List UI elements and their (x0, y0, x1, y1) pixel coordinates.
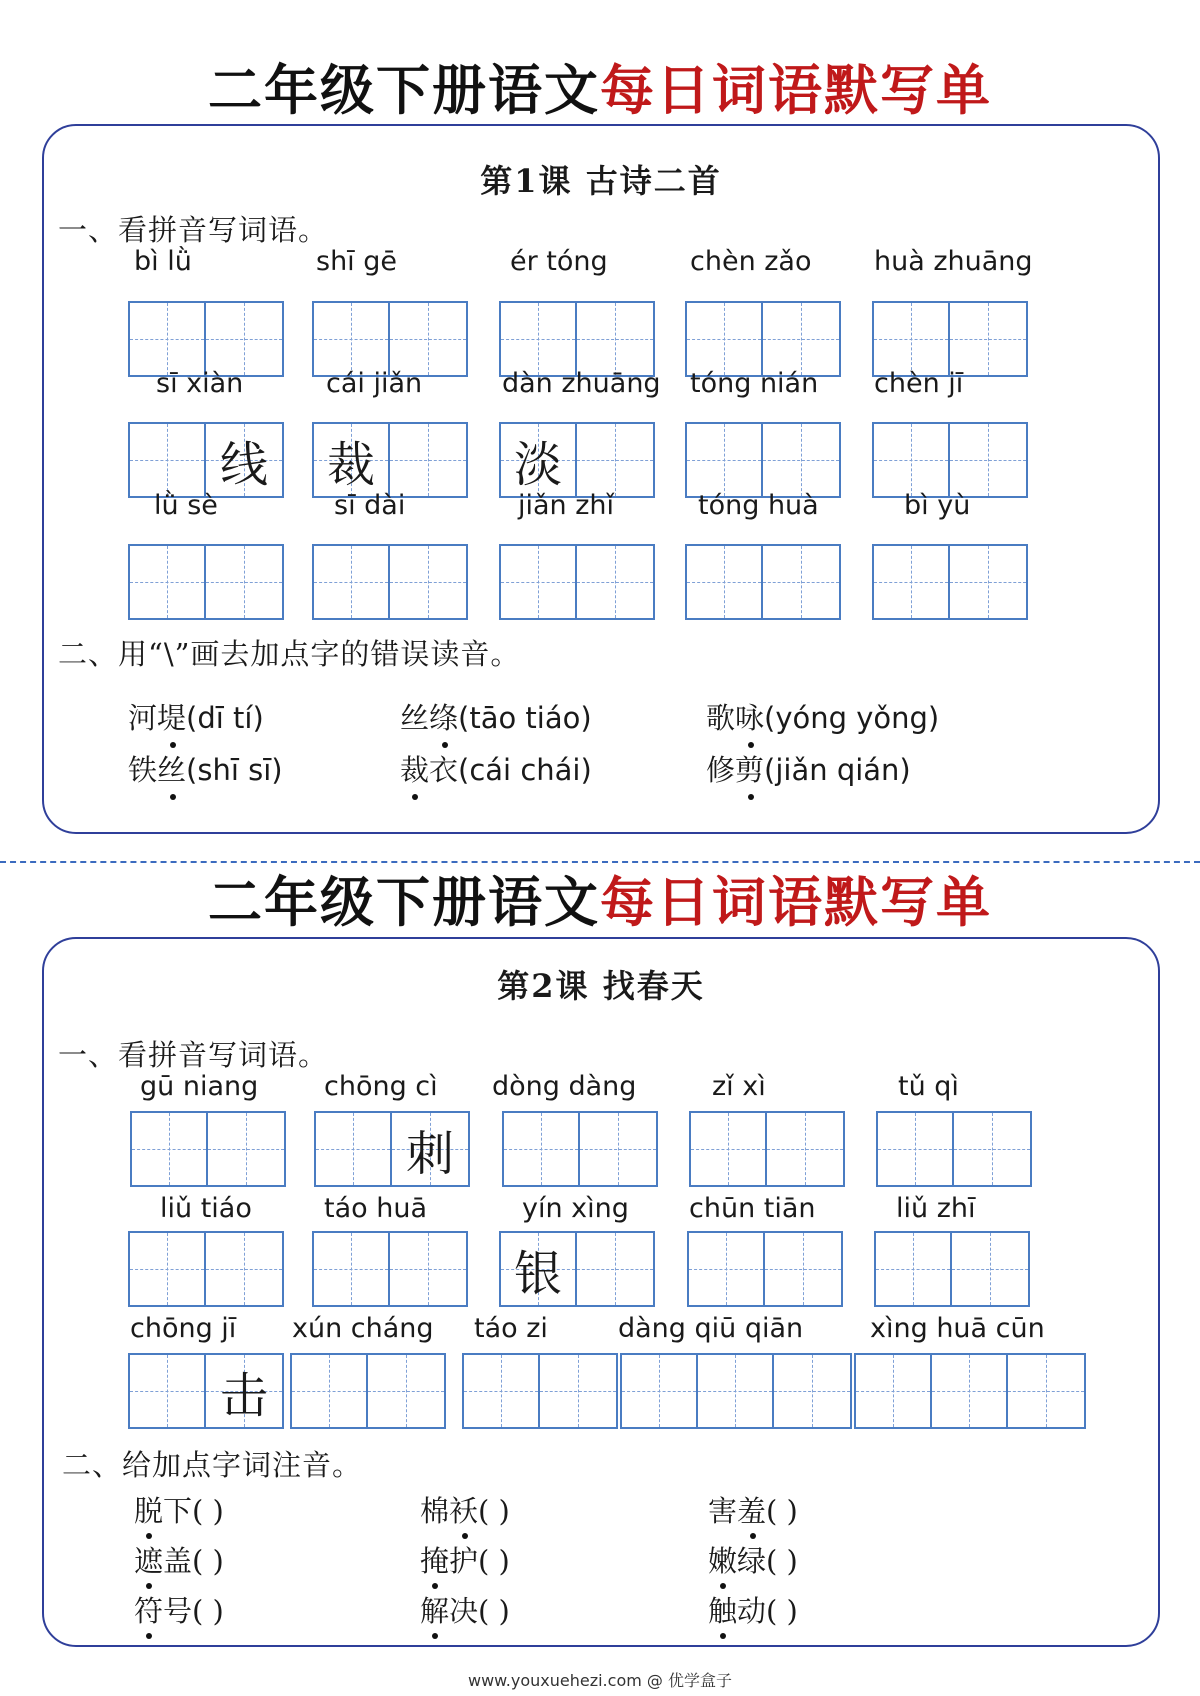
reading-question (400, 748, 592, 789)
reading-question (400, 696, 592, 737)
writing-grid[interactable] (876, 1111, 1032, 1187)
writing-cell[interactable] (763, 546, 839, 618)
writing-grid[interactable] (499, 422, 655, 498)
emphasis-dot (748, 794, 754, 800)
writing-cell[interactable] (1008, 1355, 1084, 1427)
pinyin-label: shī gē (316, 246, 398, 277)
writing-cell[interactable] (580, 1113, 656, 1185)
writing-cell[interactable] (577, 1233, 653, 1305)
given-character (130, 424, 204, 496)
reading-question (706, 748, 911, 789)
question-word: 棉袄 (420, 1494, 479, 1528)
writing-cell[interactable] (763, 303, 839, 375)
pinyin-label: liǔ zhī (896, 1193, 976, 1224)
given-character: 淡 (513, 436, 562, 493)
writing-cell[interactable] (876, 1233, 952, 1305)
annotation-question (134, 1539, 224, 1580)
worksheet-title-2 (0, 860, 1200, 937)
answer-blank[interactable]: ( ) (766, 1544, 798, 1578)
emphasis-dot (432, 1633, 438, 1639)
writing-cell[interactable] (689, 1233, 765, 1305)
writing-cell[interactable] (540, 1355, 616, 1427)
pinyin-label: bì lǜ (134, 246, 192, 277)
emphasis-dot (412, 794, 418, 800)
writing-cell[interactable] (206, 1355, 282, 1427)
pinyin-label: dàn zhuāng (502, 368, 661, 399)
writing-cell[interactable] (691, 1113, 767, 1185)
writing-cell[interactable] (392, 1113, 468, 1185)
question-word: 歌咏 (706, 701, 765, 735)
writing-cell[interactable] (390, 424, 466, 496)
lesson-2-section-1-title: 一、看拼音写词语。 (58, 1038, 329, 1072)
writing-cell[interactable] (954, 1113, 1030, 1185)
writing-cell[interactable] (130, 303, 206, 375)
annotation-question (420, 1539, 510, 1580)
lesson-1-panel (42, 124, 1160, 834)
writing-cell[interactable] (501, 1233, 577, 1305)
writing-cell[interactable] (206, 1233, 282, 1305)
pinyin-label: lǜ sè (154, 490, 218, 521)
question-options[interactable]: (shī sī) (186, 753, 283, 787)
writing-cell[interactable] (130, 1233, 206, 1305)
writing-grid[interactable] (685, 544, 841, 620)
question-word: 河堤 (128, 701, 187, 735)
writing-cell[interactable] (314, 424, 390, 496)
writing-grid[interactable] (290, 1353, 446, 1429)
question-word: 修剪 (706, 753, 765, 787)
pinyin-label: chèn zǎo (690, 246, 812, 277)
pinyin-label: ér tóng (510, 246, 608, 277)
lesson-2-panel (42, 937, 1160, 1647)
question-options[interactable]: (jiǎn qián) (764, 753, 911, 787)
given-character (577, 424, 653, 496)
writing-cell[interactable] (132, 1113, 208, 1185)
writing-grid[interactable] (312, 1231, 468, 1307)
writing-cell[interactable] (390, 546, 466, 618)
title-black-part: 二年级下册语文 (208, 870, 600, 934)
title-black-part: 二年级下册语文 (208, 58, 600, 122)
writing-grid[interactable] (872, 544, 1028, 620)
annotation-question (420, 1589, 510, 1630)
pinyin-label: chōng jī (130, 1313, 237, 1344)
writing-cell[interactable] (501, 424, 577, 496)
writing-cell[interactable] (932, 1355, 1008, 1427)
pinyin-label: jiǎn zhǐ (518, 490, 615, 521)
writing-cell[interactable] (687, 303, 763, 375)
question-word: 遮盖 (134, 1544, 193, 1578)
writing-cell[interactable] (874, 424, 950, 496)
pinyin-label: yín xìng (522, 1193, 629, 1224)
question-word: 符号 (134, 1594, 193, 1628)
annotation-question (134, 1589, 224, 1630)
writing-grid[interactable] (689, 1111, 845, 1187)
writing-cell[interactable] (368, 1355, 444, 1427)
writing-cell[interactable] (206, 546, 282, 618)
question-word: 脱下 (134, 1494, 193, 1528)
writing-grid[interactable] (312, 301, 468, 377)
given-character: 银 (513, 1245, 562, 1302)
writing-cell[interactable] (950, 303, 1026, 375)
question-word: 裁衣 (400, 753, 459, 787)
pinyin-label: cái jiǎn (326, 368, 423, 399)
pinyin-label: gū niang (140, 1071, 259, 1102)
writing-cell[interactable] (622, 1355, 698, 1427)
writing-cell[interactable] (206, 303, 282, 375)
writing-cell[interactable] (698, 1355, 774, 1427)
answer-blank[interactable]: ( ) (766, 1594, 798, 1628)
writing-cell[interactable] (292, 1355, 368, 1427)
question-word: 触动 (708, 1594, 767, 1628)
given-character (130, 1355, 204, 1427)
pinyin-label: huà zhuāng (874, 246, 1033, 277)
lesson-1-section-1-title: 一、看拼音写词语。 (58, 213, 329, 247)
writing-grid[interactable] (872, 301, 1028, 377)
pinyin-label: sī xiàn (156, 368, 244, 399)
writing-grid[interactable] (499, 1231, 655, 1307)
answer-blank[interactable]: ( ) (192, 1594, 224, 1628)
pinyin-label: chōng cì (324, 1071, 438, 1102)
writing-cell[interactable] (314, 303, 390, 375)
writing-cell[interactable] (767, 1113, 843, 1185)
writing-cell[interactable] (687, 424, 763, 496)
given-character (316, 1113, 390, 1185)
pinyin-label: xún cháng (292, 1313, 434, 1344)
title-red-part: 每日词语默写单 (600, 58, 992, 122)
writing-grid[interactable] (128, 1353, 284, 1429)
writing-grid[interactable] (854, 1353, 1086, 1429)
writing-cell[interactable] (763, 424, 839, 496)
answer-blank[interactable]: ( ) (192, 1494, 224, 1528)
writing-cell[interactable] (501, 303, 577, 375)
annotation-question (420, 1489, 510, 1530)
writing-cell[interactable] (774, 1355, 850, 1427)
given-character: 击 (219, 1367, 268, 1424)
pinyin-label: zǐ xì (712, 1071, 766, 1102)
writing-grid[interactable] (499, 301, 655, 377)
question-word: 掩护 (420, 1544, 479, 1578)
lesson-1-heading: 第1课 古诗二首 (480, 162, 722, 200)
footer-watermark: www.youxuehezi.com @ 优学盒子 (468, 1671, 732, 1690)
writing-grid[interactable] (128, 544, 284, 620)
writing-grid[interactable] (685, 301, 841, 377)
pinyin-label: liǔ tiáo (160, 1193, 252, 1224)
writing-cell[interactable] (952, 1233, 1028, 1305)
answer-blank[interactable]: ( ) (192, 1544, 224, 1578)
reading-question (706, 696, 939, 737)
writing-cell[interactable] (314, 546, 390, 618)
writing-grid[interactable] (312, 544, 468, 620)
writing-cell[interactable] (130, 546, 206, 618)
pinyin-label: xìng huā cūn (870, 1313, 1045, 1344)
given-character: 裁 (326, 436, 375, 493)
writing-grid[interactable] (128, 422, 284, 498)
writing-cell[interactable] (390, 1233, 466, 1305)
writing-cell[interactable] (390, 303, 466, 375)
writing-cell[interactable] (130, 1355, 206, 1427)
writing-grid[interactable] (128, 301, 284, 377)
writing-cell[interactable] (687, 546, 763, 618)
writing-grid[interactable] (499, 544, 655, 620)
writing-grid[interactable] (130, 1111, 286, 1187)
lesson-2-heading: 第2课 找春天 (497, 967, 705, 1005)
writing-cell[interactable] (878, 1113, 954, 1185)
question-options[interactable]: (tāo tiáo) (458, 701, 592, 735)
writing-grid[interactable] (312, 422, 468, 498)
emphasis-dot (170, 794, 176, 800)
given-character (390, 424, 466, 496)
emphasis-dot (720, 1633, 726, 1639)
pinyin-label: tǔ qì (898, 1071, 959, 1102)
writing-grid[interactable] (502, 1111, 658, 1187)
lesson-1-section-2-title: 二、用“\”画去加点字的错误读音。 (58, 637, 521, 671)
writing-grid[interactable] (620, 1353, 852, 1429)
pinyin-label: dòng dàng (492, 1071, 637, 1102)
writing-cell[interactable] (950, 546, 1026, 618)
answer-blank[interactable]: ( ) (478, 1544, 510, 1578)
writing-cell[interactable] (577, 303, 653, 375)
title-red-part: 每日词语默写单 (600, 870, 992, 934)
writing-grid[interactable] (872, 422, 1028, 498)
pinyin-label: dàng qiū qiān (618, 1313, 804, 1344)
lesson-2-section-2-title: 二、给加点字词注音。 (62, 1448, 363, 1482)
pinyin-label: táo zi (474, 1313, 548, 1344)
answer-blank[interactable]: ( ) (766, 1494, 798, 1528)
writing-cell[interactable] (577, 424, 653, 496)
writing-cell[interactable] (464, 1355, 540, 1427)
given-character: 线 (219, 436, 268, 493)
answer-blank[interactable]: ( ) (478, 1494, 510, 1528)
pinyin-label: táo huā (324, 1193, 428, 1224)
annotation-question (708, 1539, 798, 1580)
writing-grid[interactable] (462, 1353, 618, 1429)
question-word: 嫩绿 (708, 1544, 767, 1578)
question-options[interactable]: (dī tí) (186, 701, 264, 735)
writing-grid[interactable] (128, 1231, 284, 1307)
writing-cell[interactable] (501, 546, 577, 618)
writing-cell[interactable] (856, 1355, 932, 1427)
pinyin-label: tóng nián (690, 368, 819, 399)
pinyin-label: chūn tiān (689, 1193, 816, 1224)
writing-cell[interactable] (316, 1113, 392, 1185)
writing-cell[interactable] (208, 1113, 284, 1185)
writing-cell[interactable] (577, 546, 653, 618)
annotation-question (708, 1589, 798, 1630)
writing-grid[interactable] (874, 1231, 1030, 1307)
question-options[interactable]: (cái chái) (458, 753, 592, 787)
pinyin-label: sī dài (334, 490, 406, 521)
emphasis-dot (146, 1633, 152, 1639)
writing-cell[interactable] (130, 424, 206, 496)
writing-grid[interactable] (685, 422, 841, 498)
writing-cell[interactable] (874, 303, 950, 375)
writing-cell[interactable] (504, 1113, 580, 1185)
writing-cell[interactable] (206, 424, 282, 496)
pinyin-label: chèn jī (874, 368, 964, 399)
worksheet-title-1 (0, 48, 1200, 125)
reading-question (128, 696, 264, 737)
pinyin-label: tóng huà (698, 490, 819, 521)
question-word: 铁丝 (128, 753, 187, 787)
pinyin-label: bì yù (904, 490, 971, 521)
question-word: 解决 (420, 1594, 479, 1628)
given-character (577, 1233, 653, 1305)
annotation-question (708, 1489, 798, 1530)
question-options[interactable]: (yóng yǒng) (764, 701, 940, 735)
writing-grid[interactable] (687, 1231, 843, 1307)
answer-blank[interactable]: ( ) (478, 1594, 510, 1628)
annotation-question (134, 1489, 224, 1530)
writing-cell[interactable] (314, 1233, 390, 1305)
writing-cell[interactable] (765, 1233, 841, 1305)
writing-grid[interactable] (314, 1111, 470, 1187)
question-word: 害羞 (708, 1494, 767, 1528)
writing-cell[interactable] (874, 546, 950, 618)
given-character: 刺 (405, 1125, 454, 1182)
question-word: 丝绦 (400, 701, 459, 735)
reading-question (128, 748, 283, 789)
writing-cell[interactable] (950, 424, 1026, 496)
